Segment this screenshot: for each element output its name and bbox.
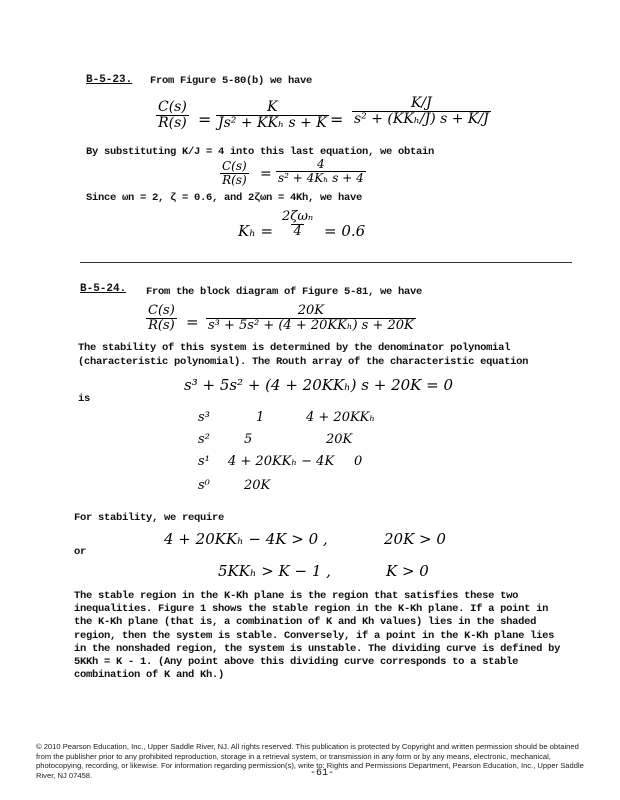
fraction-denominator: s² + 4Kₕ s + 4	[278, 170, 364, 185]
fraction-denominator: Js² + KKₕ s + K	[218, 114, 327, 131]
routh-cell: 20K	[244, 478, 271, 493]
fraction-numerator: 2ζωₙ	[282, 209, 314, 224]
characteristic-equation: s³ + 5s² + (4 + 20KKₕ) s + 20K = 0	[184, 376, 454, 394]
substitution-text: By substituting K/J = 4 into this last equation, we obtain	[86, 146, 435, 158]
routh-cell: 5	[244, 432, 253, 447]
routh-row-label: s²	[198, 432, 210, 447]
problem-intro-text: From Figure 5-80(b) we have	[150, 75, 313, 87]
given-values-text: Since ωn = 2, ζ = 0.6, and 2ζωn = 4Kh, we have	[86, 192, 363, 204]
stability-condition-3: 5KKₕ > K − 1 ,	[218, 562, 331, 580]
page-number: -61-	[310, 768, 335, 779]
closed-loop-rhs-fraction	[206, 304, 416, 332]
routh-cell: 0	[354, 454, 363, 469]
problem-number-b-5-24: B-5-24.	[80, 283, 127, 295]
routh-row-label: s³	[198, 410, 210, 425]
fraction-denominator: 4	[293, 223, 302, 239]
fraction-numerator: K/J	[410, 95, 432, 111]
fraction-numerator: 4	[317, 157, 325, 171]
substituted-rhs-fraction	[276, 158, 366, 184]
closed-loop-lhs-fraction	[146, 304, 177, 332]
stability-condition-4: K > 0	[386, 562, 429, 580]
fraction-numerator: C(s)	[148, 303, 175, 318]
transfer-function-fraction	[156, 100, 189, 130]
routh-cell: 4 + 20KKₕ	[306, 410, 376, 425]
fraction-numerator: 20K	[297, 303, 324, 318]
routh-row-label: s⁰	[198, 478, 210, 493]
fraction-denominator: s² + (KKₕ/J) s + K/J	[354, 110, 489, 127]
fraction-numerator: C(s)	[158, 99, 187, 115]
stability-paragraph: The stability of this system is determined by the denominator polynomial (characteristic polynomial). The Routh array of the characteristic equation	[78, 342, 529, 368]
equals-sign-2: =	[330, 110, 344, 129]
kh-result: = 0.6	[324, 222, 366, 240]
routh-row-label: s¹	[198, 454, 210, 469]
equals-sign-3: =	[260, 166, 272, 182]
kh-label: Kₕ =	[238, 222, 274, 240]
fraction-denominator: R(s)	[158, 114, 187, 131]
stability-condition-1: 4 + 20KKₕ − 4K > 0 ,	[164, 530, 328, 548]
or-label: or	[74, 546, 87, 558]
fraction-numerator: K	[267, 99, 278, 115]
transfer-function-fraction-middle	[216, 100, 329, 130]
routh-cell: 4 + 20KKₕ − 4K	[228, 454, 335, 469]
equals-sign: =	[198, 110, 212, 129]
fraction-denominator: s³ + 5s² + (4 + 20KKₕ) s + 20K	[208, 317, 414, 333]
fraction-denominator: R(s)	[222, 172, 247, 187]
fraction-numerator: C(s)	[222, 159, 247, 173]
stability-condition-2: 20K > 0	[384, 530, 446, 548]
is-label: is	[78, 393, 91, 405]
equals-sign-4: =	[186, 313, 199, 331]
routh-cell: 1	[256, 410, 265, 425]
stable-region-paragraph: The stable region in the K-Kh plane is the region that satisfies these two inequalities. Figure 1 shows the stable region in the K-Kh plane. If a point in the K-Kh plane (that is, a combination of K and Kh values) lies in the shaded region, then the system is stable. Conversely, if a point in the K-Kh plane lies in the nonshaded region, the system is unstable. The dividing curve is defined by 5KKh = K - 1. (Any point above this dividing curve corresponds to a stable combination of K and Kh.)	[74, 590, 561, 682]
copyright-notice: © 2010 Pearson Education, Inc., Upper Saddle River, NJ. All rights reserved. This publication is protected by Copyright and written permission should be obtained from the publisher prior to any prohibited reproduction, storage in a retrieval system, or transmission in any form or by any means, electronic, mechanical, photocopying, recording, or likewise. For information regarding permission(s), write to: Rights and Permissions Department, Pearson Education, Inc., Upper Saddle River, NJ 07458.	[36, 742, 584, 780]
problem-intro-text-2: From the block diagram of Figure 5-81, we have	[146, 286, 423, 298]
substituted-lhs-fraction	[220, 160, 249, 186]
problem-number-b-5-23: B-5-23.	[86, 74, 133, 86]
kh-fraction	[280, 210, 315, 238]
section-divider	[80, 262, 572, 263]
transfer-function-fraction-right	[352, 96, 491, 126]
fraction-denominator: R(s)	[148, 317, 175, 333]
routh-cell: 20K	[326, 432, 353, 447]
stability-requirement-text: For stability, we require	[74, 512, 225, 524]
